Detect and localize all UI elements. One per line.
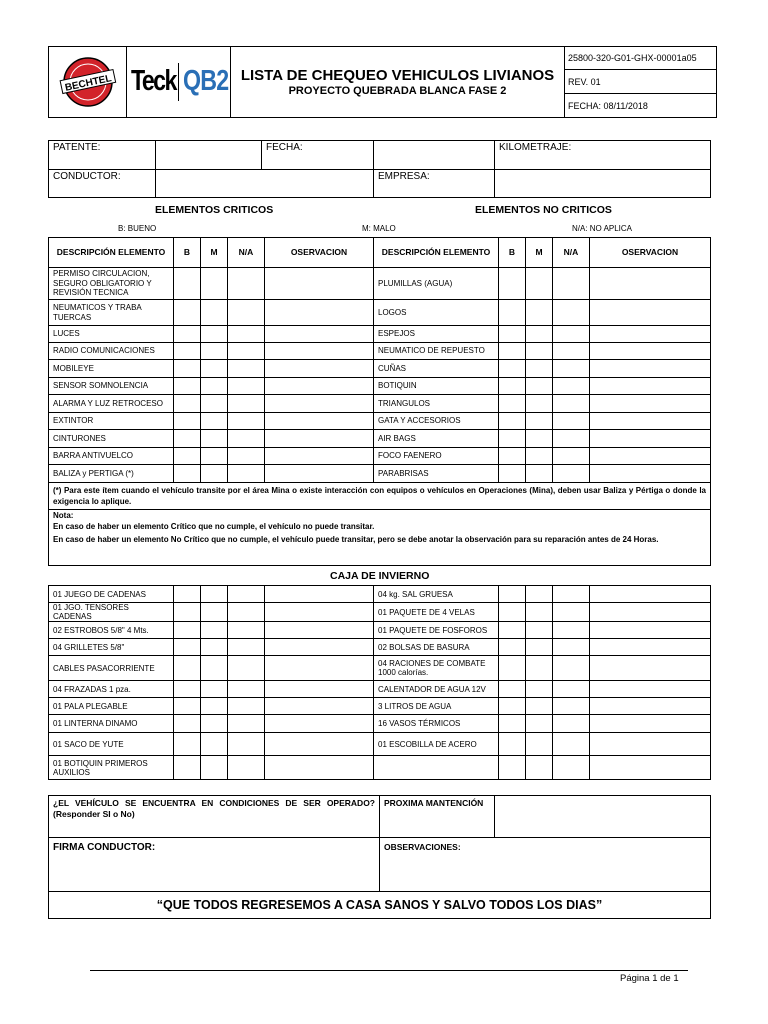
legend-malo: M: MALO <box>362 224 396 233</box>
table-row <box>49 586 711 603</box>
observation-field[interactable] <box>265 268 374 300</box>
check-b[interactable] <box>174 430 201 448</box>
observation-field[interactable] <box>265 715 374 733</box>
observation-field[interactable] <box>265 603 374 622</box>
non-critical-item: LOGOS <box>374 300 499 326</box>
kilometraje-label: KILOMETRAJE: <box>495 141 711 170</box>
check-b[interactable] <box>174 360 201 378</box>
check-na[interactable] <box>553 681 590 698</box>
check-m[interactable] <box>201 622 228 639</box>
check-m[interactable] <box>201 268 228 300</box>
check-b[interactable] <box>174 733 201 756</box>
observation-field[interactable] <box>590 681 711 698</box>
check-m[interactable] <box>201 756 228 780</box>
table-row <box>49 448 711 465</box>
check-na[interactable] <box>228 603 265 622</box>
col-na-2: N/A <box>553 238 590 268</box>
observation-field[interactable] <box>265 300 374 326</box>
check-na[interactable] <box>228 448 265 465</box>
table-row <box>49 639 711 656</box>
check-na[interactable] <box>228 681 265 698</box>
fecha-label: FECHA: <box>262 141 374 170</box>
check-m[interactable] <box>526 715 553 733</box>
observation-field[interactable] <box>265 413 374 430</box>
check-b[interactable] <box>499 300 526 326</box>
observation-field[interactable] <box>590 268 711 300</box>
check-m[interactable] <box>526 656 553 681</box>
check-m[interactable] <box>526 343 553 360</box>
check-na[interactable] <box>553 756 590 780</box>
check-m[interactable] <box>526 698 553 715</box>
check-b[interactable] <box>174 343 201 360</box>
check-m[interactable] <box>526 465 553 483</box>
check-m[interactable] <box>201 430 228 448</box>
check-m[interactable] <box>201 656 228 681</box>
table-row <box>49 430 711 448</box>
critical-item: BALIZA y PERTIGA (*) <box>49 465 174 483</box>
nota-line-1: En caso de haber un elemento Crítico que no cumple, el vehículo no puede transitar. <box>53 521 375 531</box>
critical-item: MOBILEYE <box>49 360 174 378</box>
check-b[interactable] <box>499 430 526 448</box>
check-na[interactable] <box>228 326 265 343</box>
check-b[interactable] <box>499 733 526 756</box>
observation-field[interactable] <box>265 360 374 378</box>
check-b[interactable] <box>174 681 201 698</box>
table-row <box>49 378 711 395</box>
check-m[interactable] <box>201 326 228 343</box>
logo-divider <box>178 63 179 101</box>
observation-field[interactable] <box>265 756 374 780</box>
check-na[interactable] <box>228 656 265 681</box>
observation-field[interactable] <box>590 448 711 465</box>
caja-item: 02 ESTROBOS 5/8" 4 Mts. <box>49 622 174 639</box>
operable-question: ¿EL VEHÍCULO SE ENCUENTRA EN CONDICIONES DE SER OPERADO? (Responder SI o No) <box>49 796 380 838</box>
bechtel-logo-text: BECHTEL <box>64 73 113 94</box>
check-na[interactable] <box>553 715 590 733</box>
observation-field[interactable] <box>265 622 374 639</box>
caja-heading: CAJA DE INVIERNO <box>330 570 430 582</box>
check-na[interactable] <box>553 268 590 300</box>
teck-logo: Teck <box>131 65 176 97</box>
check-b[interactable] <box>499 756 526 780</box>
observation-field[interactable] <box>265 681 374 698</box>
caja-item: 01 PAQUETE DE FOSFOROS <box>374 622 499 639</box>
caja-item: 04 GRILLETES 5/8" <box>49 639 174 656</box>
observation-field[interactable] <box>590 656 711 681</box>
check-na[interactable] <box>553 413 590 430</box>
caja-item: 04 RACIONES DE COMBATE 1000 calorías. <box>374 656 499 681</box>
caja-item: 04 FRAZADAS 1 pza. <box>49 681 174 698</box>
observation-field[interactable] <box>265 656 374 681</box>
observation-field[interactable] <box>590 698 711 715</box>
check-na[interactable] <box>228 586 265 603</box>
nota-box <box>49 510 711 566</box>
check-na[interactable] <box>228 378 265 395</box>
check-m[interactable] <box>526 448 553 465</box>
caja-item: 01 PAQUETE DE 4 VELAS <box>374 603 499 622</box>
check-na[interactable] <box>553 430 590 448</box>
caja-item: CABLES PASACORRIENTE <box>49 656 174 681</box>
empresa-label: EMPRESA: <box>374 170 495 198</box>
teck-qb2-logo-cell <box>127 47 231 118</box>
footer-rule <box>90 970 688 971</box>
check-m[interactable] <box>201 413 228 430</box>
check-na[interactable] <box>228 395 265 413</box>
observation-field[interactable] <box>590 465 711 483</box>
check-m[interactable] <box>526 622 553 639</box>
check-na[interactable] <box>553 622 590 639</box>
check-m[interactable] <box>526 300 553 326</box>
caja-item: 01 SACO DE YUTE <box>49 733 174 756</box>
check-m[interactable] <box>526 756 553 780</box>
legend-na: N/A: NO APLICA <box>572 224 633 233</box>
col-observacion-2: OSERVACION <box>590 238 711 268</box>
non-critical-item: AIR BAGS <box>374 430 499 448</box>
fecha-field[interactable] <box>374 141 495 170</box>
check-m[interactable] <box>526 430 553 448</box>
page-title: LISTA DE CHEQUEO VEHICULOS LIVIANOS <box>240 66 555 84</box>
check-na[interactable] <box>228 639 265 656</box>
firma-conductor[interactable]: FIRMA CONDUCTOR: <box>49 838 380 892</box>
revision: REV. 01 <box>565 70 717 94</box>
legend-bueno: B: BUENO <box>118 224 157 233</box>
nota-label: Nota: <box>53 511 74 520</box>
bechtel-logo <box>49 47 127 117</box>
check-b[interactable] <box>499 681 526 698</box>
doc-date: FECHA: 08/11/2018 <box>565 94 717 118</box>
check-na[interactable] <box>553 395 590 413</box>
table-row <box>49 733 711 756</box>
observaciones-field[interactable]: OBSERVACIONES: <box>380 838 711 892</box>
check-b[interactable] <box>499 268 526 300</box>
col-descripcion-2: DESCRIPCIÓN ELEMENTO <box>374 238 499 268</box>
check-na[interactable] <box>553 326 590 343</box>
critical-item: EXTINTOR <box>49 413 174 430</box>
observation-field[interactable] <box>590 639 711 656</box>
empresa-field[interactable] <box>495 170 711 198</box>
page-number: Página 1 de 1 <box>620 973 679 984</box>
slogan: “QUE TODOS REGRESEMOS A CASA SANOS Y SALVO TODOS LOS DIAS” <box>49 892 711 919</box>
caja-item: 01 BOTIQUIN PRIMEROS AUXILIOS <box>49 756 174 780</box>
col-m: M <box>201 238 228 268</box>
check-b[interactable] <box>174 756 201 780</box>
check-b[interactable] <box>174 698 201 715</box>
observation-field[interactable] <box>590 756 711 780</box>
check-b[interactable] <box>499 465 526 483</box>
page-subtitle: PROYECTO QUEBRADA BLANCA FASE 2 <box>288 84 507 97</box>
check-na[interactable] <box>553 656 590 681</box>
table-row <box>49 622 711 639</box>
check-b[interactable] <box>499 378 526 395</box>
col-descripcion: DESCRIPCIÓN ELEMENTO <box>49 238 174 268</box>
observation-field[interactable] <box>590 343 711 360</box>
check-na[interactable] <box>228 413 265 430</box>
critical-item: CINTURONES <box>49 430 174 448</box>
caja-invierno-table <box>48 585 711 780</box>
check-b[interactable] <box>174 268 201 300</box>
check-m[interactable] <box>526 639 553 656</box>
non-critical-item: GATA Y ACCESORIOS <box>374 413 499 430</box>
observation-field[interactable] <box>590 395 711 413</box>
col-na: N/A <box>228 238 265 268</box>
check-na[interactable] <box>228 465 265 483</box>
check-b[interactable] <box>499 448 526 465</box>
caja-item: CALENTADOR DE AGUA 12V <box>374 681 499 698</box>
table-row <box>49 656 711 681</box>
non-critical-item: PARABRISAS <box>374 465 499 483</box>
patente-field[interactable] <box>156 141 262 170</box>
check-m[interactable] <box>201 698 228 715</box>
table-row <box>49 715 711 733</box>
critical-item: RADIO COMUNICACIONES <box>49 343 174 360</box>
observation-field[interactable] <box>265 698 374 715</box>
table-row <box>49 698 711 715</box>
check-b[interactable] <box>499 360 526 378</box>
check-na[interactable] <box>228 756 265 780</box>
check-b[interactable] <box>499 698 526 715</box>
check-m[interactable] <box>201 733 228 756</box>
check-na[interactable] <box>553 639 590 656</box>
critical-item: LUCES <box>49 326 174 343</box>
check-b[interactable] <box>174 465 201 483</box>
check-m[interactable] <box>526 395 553 413</box>
doc-code: 25800-320-G01-GHX-00001a05 <box>565 47 717 70</box>
observation-field[interactable] <box>265 326 374 343</box>
check-b[interactable] <box>499 656 526 681</box>
check-na[interactable] <box>553 360 590 378</box>
table-row <box>49 603 711 622</box>
table-row <box>49 343 711 360</box>
check-m[interactable] <box>526 586 553 603</box>
vehicle-info-table <box>48 140 711 198</box>
critical-item: ALARMA Y LUZ RETROCESO <box>49 395 174 413</box>
check-m[interactable] <box>201 300 228 326</box>
table-row <box>49 756 711 780</box>
no-criticos-heading: ELEMENTOS NO CRITICOS <box>475 204 612 216</box>
check-m[interactable] <box>526 733 553 756</box>
check-b[interactable] <box>174 586 201 603</box>
check-b[interactable] <box>499 343 526 360</box>
operation-signoff-table <box>48 795 711 919</box>
nota-line-2: En caso de haber un elemento No Crítico que no cumple, el vehículo puede transitar, pero se debe anotar la observación para su reparación antes de 24 Horas. <box>53 535 659 544</box>
critical-item: PERMISO CIRCULACION, SEGURO OBLIGATORIO Y REVISIÓN TECNICA <box>49 268 174 300</box>
check-m[interactable] <box>201 448 228 465</box>
table-row <box>49 360 711 378</box>
table-row <box>49 681 711 698</box>
observation-field[interactable] <box>265 448 374 465</box>
check-m[interactable] <box>201 681 228 698</box>
critical-item: BARRA ANTIVUELCO <box>49 448 174 465</box>
check-b[interactable] <box>499 622 526 639</box>
check-na[interactable] <box>553 733 590 756</box>
check-m[interactable] <box>526 603 553 622</box>
table-row <box>49 326 711 343</box>
check-m[interactable] <box>526 378 553 395</box>
check-na[interactable] <box>228 268 265 300</box>
col-m-2: M <box>526 238 553 268</box>
caja-item: 01 JUEGO DE CADENAS <box>49 586 174 603</box>
check-b[interactable] <box>174 656 201 681</box>
caja-item: 01 PALA PLEGABLE <box>49 698 174 715</box>
check-na[interactable] <box>228 300 265 326</box>
check-m[interactable] <box>201 639 228 656</box>
conductor-label: CONDUCTOR: <box>49 170 156 198</box>
check-b[interactable] <box>499 639 526 656</box>
title-cell <box>231 47 565 118</box>
check-na[interactable] <box>228 622 265 639</box>
non-critical-item: CUÑAS <box>374 360 499 378</box>
check-b[interactable] <box>499 413 526 430</box>
check-b[interactable] <box>174 413 201 430</box>
check-b[interactable] <box>174 326 201 343</box>
proxima-mantencion-field[interactable] <box>495 796 711 838</box>
check-na[interactable] <box>228 698 265 715</box>
observation-field[interactable] <box>590 378 711 395</box>
check-m[interactable] <box>201 603 228 622</box>
observation-field[interactable] <box>590 430 711 448</box>
check-na[interactable] <box>228 715 265 733</box>
table-row <box>49 413 711 430</box>
check-b[interactable] <box>174 300 201 326</box>
check-b[interactable] <box>174 715 201 733</box>
observation-field[interactable] <box>590 413 711 430</box>
check-m[interactable] <box>201 395 228 413</box>
caja-item: 3 LITROS DE AGUA <box>374 698 499 715</box>
col-observacion: OSERVACION <box>265 238 374 268</box>
non-critical-item: FOCO FAENERO <box>374 448 499 465</box>
check-b[interactable] <box>174 378 201 395</box>
observation-field[interactable] <box>265 586 374 603</box>
asterisk-note: (*) Para este ítem cuando el vehículo transite por el área Mina o existe interacción con equipos o vehículos en Operaciones (Mina), deben usar Baliza y Pértiga o donde la exigencia lo aplique. <box>49 483 711 510</box>
critical-checklist-table <box>48 237 711 566</box>
non-critical-item: BOTIQUIN <box>374 378 499 395</box>
non-critical-item: NEUMATICO DE REPUESTO <box>374 343 499 360</box>
check-na[interactable] <box>553 603 590 622</box>
check-b[interactable] <box>499 586 526 603</box>
proxima-mantencion-label: PROXIMA MANTENCIÓN <box>380 796 495 838</box>
check-b[interactable] <box>174 603 201 622</box>
check-m[interactable] <box>201 586 228 603</box>
check-na[interactable] <box>553 586 590 603</box>
check-na[interactable] <box>553 465 590 483</box>
conductor-field[interactable] <box>156 170 374 198</box>
observation-field[interactable] <box>265 343 374 360</box>
check-na[interactable] <box>553 300 590 326</box>
check-na[interactable] <box>228 360 265 378</box>
check-m[interactable] <box>526 360 553 378</box>
check-m[interactable] <box>201 343 228 360</box>
check-b[interactable] <box>174 639 201 656</box>
observation-field[interactable] <box>590 326 711 343</box>
check-na[interactable] <box>553 448 590 465</box>
table-row <box>49 395 711 413</box>
caja-item: 01 JGO. TENSORES CADENAS <box>49 603 174 622</box>
observation-field[interactable] <box>590 603 711 622</box>
check-m[interactable] <box>526 413 553 430</box>
table-row <box>49 268 711 300</box>
table-row <box>49 465 711 483</box>
non-critical-item: TRIANGULOS <box>374 395 499 413</box>
check-na[interactable] <box>228 430 265 448</box>
caja-item <box>374 756 499 780</box>
patente-label: PATENTE: <box>49 141 156 170</box>
check-b[interactable] <box>174 448 201 465</box>
col-b-2: B <box>499 238 526 268</box>
col-b: B <box>174 238 201 268</box>
table-row <box>49 300 711 326</box>
caja-item: 01 LINTERNA DINAMO <box>49 715 174 733</box>
bechtel-logo-cell <box>49 47 127 118</box>
check-m[interactable] <box>201 378 228 395</box>
observation-field[interactable] <box>265 430 374 448</box>
check-na[interactable] <box>228 343 265 360</box>
check-b[interactable] <box>499 395 526 413</box>
check-na[interactable] <box>228 733 265 756</box>
check-b[interactable] <box>174 622 201 639</box>
observation-field[interactable] <box>265 639 374 656</box>
criticos-heading: ELEMENTOS CRITICOS <box>155 204 274 216</box>
check-b[interactable] <box>499 715 526 733</box>
check-b[interactable] <box>499 326 526 343</box>
observation-field[interactable] <box>590 733 711 756</box>
observation-field[interactable] <box>265 378 374 395</box>
observation-field[interactable] <box>265 733 374 756</box>
check-m[interactable] <box>526 268 553 300</box>
observation-field[interactable] <box>590 360 711 378</box>
document-header <box>48 46 717 118</box>
observation-field[interactable] <box>590 715 711 733</box>
qb2-logo: QB2 <box>183 65 229 97</box>
observation-field[interactable] <box>590 622 711 639</box>
check-b[interactable] <box>174 395 201 413</box>
check-na[interactable] <box>553 378 590 395</box>
observation-field[interactable] <box>265 465 374 483</box>
caja-item: 04 kg. SAL GRUESA <box>374 586 499 603</box>
observation-field[interactable] <box>590 586 711 603</box>
check-m[interactable] <box>201 715 228 733</box>
caja-item: 16 VASOS TÉRMICOS <box>374 715 499 733</box>
critical-item: NEUMATICOS Y TRABA TUERCAS <box>49 300 174 326</box>
observation-field[interactable] <box>590 300 711 326</box>
critical-item: SENSOR SOMNOLENCIA <box>49 378 174 395</box>
check-na[interactable] <box>553 698 590 715</box>
check-m[interactable] <box>201 465 228 483</box>
caja-item: 01 ESCOBILLA DE ACERO <box>374 733 499 756</box>
check-m[interactable] <box>526 681 553 698</box>
observation-field[interactable] <box>265 395 374 413</box>
check-na[interactable] <box>553 343 590 360</box>
non-critical-item: ESPEJOS <box>374 326 499 343</box>
check-m[interactable] <box>201 360 228 378</box>
check-b[interactable] <box>499 603 526 622</box>
check-m[interactable] <box>526 326 553 343</box>
caja-item: 02 BOLSAS DE BASURA <box>374 639 499 656</box>
non-critical-item: PLUMILLAS (AGUA) <box>374 268 499 300</box>
